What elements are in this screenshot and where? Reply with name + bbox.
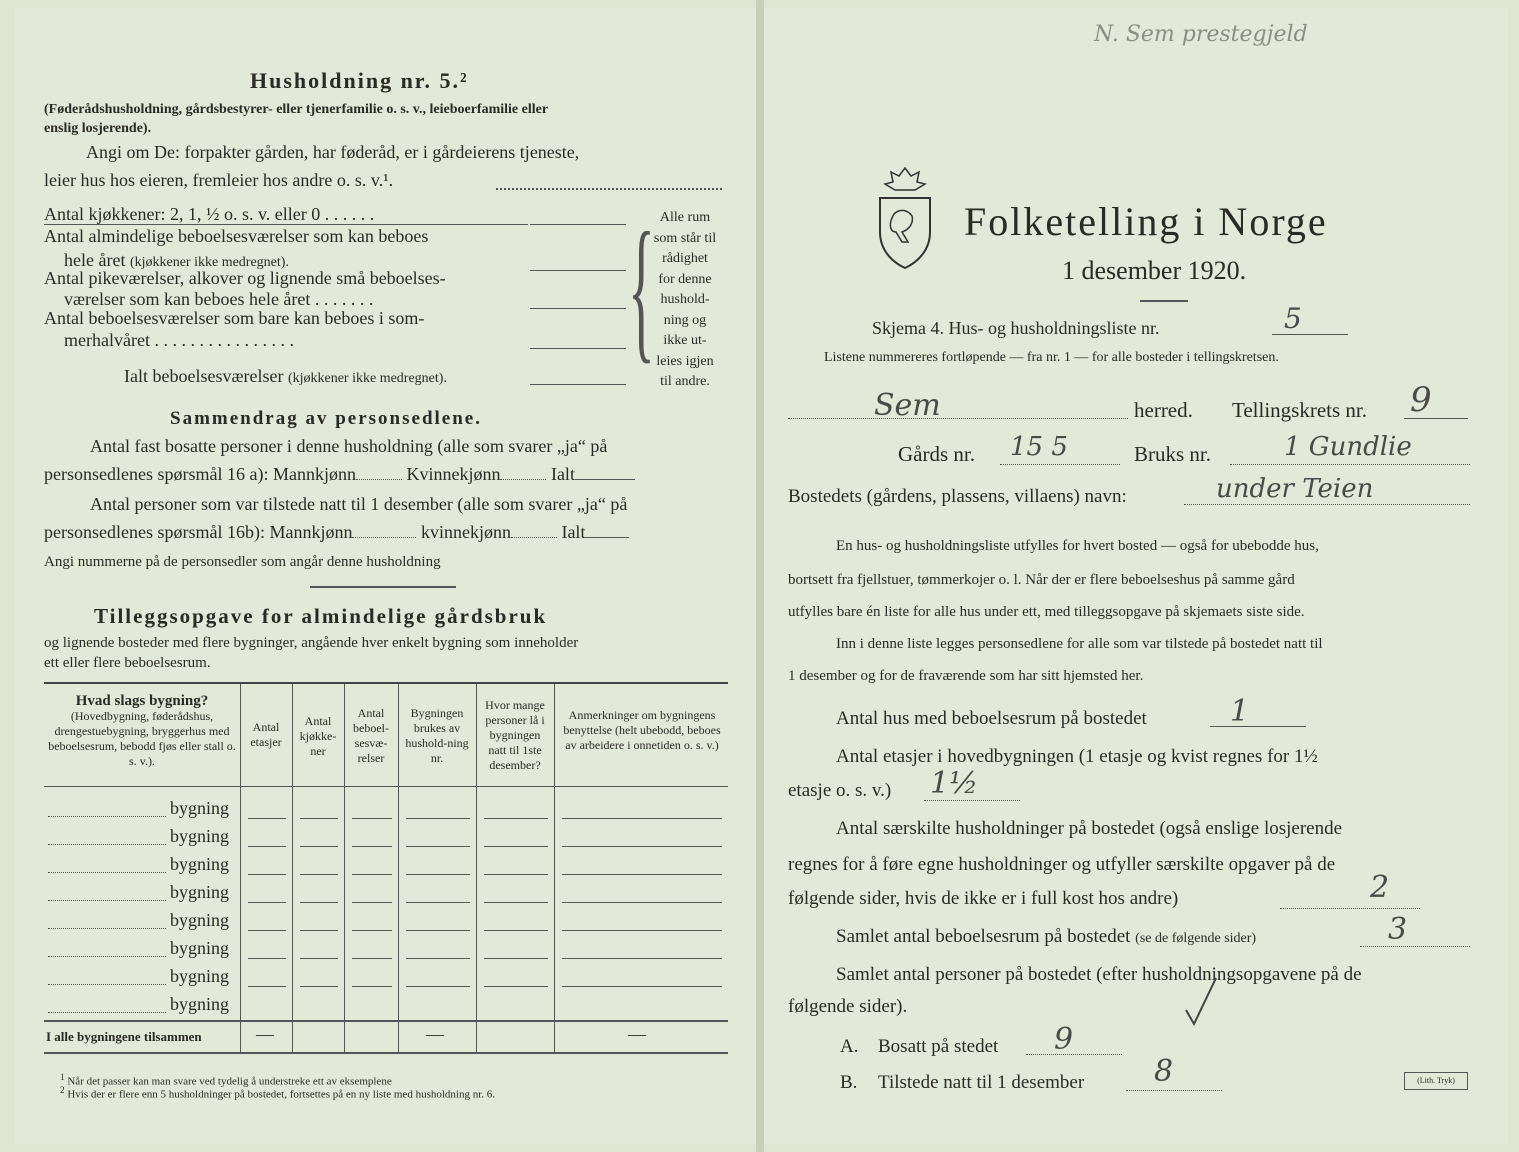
row-cell-line <box>248 846 286 847</box>
ialt-note: (kjøkkener ikke medregnet). <box>287 371 447 386</box>
col-header-beboelsesvaerelser: Antal beboel-sesvæ-relser <box>353 706 389 765</box>
page-fold <box>756 0 764 1152</box>
col-header-brukes-av: Bygningen brukes av hushold-ning nr. <box>405 706 469 765</box>
row-cell-line <box>406 902 470 903</box>
side-note-line: ikke ut- <box>663 333 707 348</box>
total-dash: — <box>256 1024 274 1044</box>
row-fill <box>48 1012 166 1013</box>
husholdn-value: 2 <box>1370 870 1390 905</box>
ialt-label: Ialt beboelsesværelser <box>124 366 284 386</box>
etasjer-line-1: Antal etasjer i hovedbygningen (1 etasje og kvist regnes for 1½ <box>836 746 1318 767</box>
tilst-kvinne-label: kvinnekjønn <box>420 522 511 542</box>
row-cell-line <box>484 818 548 819</box>
alm-line-1: Antal almindelige beboelsesværelser som kan beboes <box>44 226 429 246</box>
husholdn-line-3: følgende sider, hvis de ikke er i full kost hos andre) <box>788 888 1179 909</box>
row-cell-line <box>406 818 470 819</box>
row-cell-line <box>406 930 470 931</box>
row-cell-line <box>562 958 722 959</box>
tillegg-line-2: ett eller flere beboelsesrum. <box>44 655 211 671</box>
corner-handwriting: N. Sem prestegjeld <box>1094 22 1308 47</box>
section-divider <box>310 586 456 588</box>
row-cell-line <box>248 986 286 987</box>
bruks-fill-line <box>1230 464 1470 465</box>
total-row-bottom <box>44 1052 728 1054</box>
tillegg-line-1: og lignende bosteder med flere bygninger, angående hver enkelt bygning som inneholder <box>44 635 579 651</box>
ialt-fill-line <box>530 384 626 385</box>
fast-kvinne-label: Kvinnekjønn <box>406 464 501 484</box>
table-row <box>44 852 728 880</box>
title-divider <box>1140 300 1188 302</box>
table-row <box>44 936 728 964</box>
row-cell-line <box>484 846 548 847</box>
rooms-field-line-3 <box>530 308 626 309</box>
total-dash: — <box>426 1024 444 1044</box>
gards-fill-line <box>1000 464 1120 465</box>
row-fill <box>48 844 166 845</box>
row-cell-line <box>484 902 548 903</box>
side-note-line: Alle rum <box>659 210 711 225</box>
col-header-kjokkener: Antal kjøkke-ner <box>299 714 337 758</box>
row-cell-line <box>248 958 286 959</box>
printer-stamp <box>1404 1072 1468 1090</box>
tilst-line-2 <box>44 522 629 543</box>
fast-ialt-label: Ialt <box>550 464 575 484</box>
side-note <box>640 208 730 393</box>
total-dash: — <box>628 1024 646 1044</box>
table-row <box>44 908 728 936</box>
row-cell-line <box>352 846 392 847</box>
skjema-line: Skjema 4. Hus- og husholdningsliste nr. <box>872 318 1160 338</box>
listene-line: Listene nummereres fortløpende — fra nr. 1 — for alle bosteder i tellingskretsen. <box>824 350 1279 365</box>
footnote-2-text: Hvis der er flere enn 5 husholdninger på bostedet, fortsettes på en ny liste med husholdning nr. 6. <box>67 1088 496 1101</box>
row-cell-line <box>352 986 392 987</box>
row-fill <box>48 900 166 901</box>
row-cell-line <box>484 958 548 959</box>
row-label: bygning <box>170 798 230 818</box>
rooms-field-line-1 <box>530 224 626 225</box>
row-cell-line <box>406 846 470 847</box>
instr-1: En hus- og husholdningsliste utfylles for hvert bosted — også for ubebodde hus, <box>836 538 1319 554</box>
tilst-ialt-label: Ialt <box>561 522 586 542</box>
angi-fill-line <box>496 188 722 190</box>
samlet-pers-line-2: følgende sider). <box>788 996 908 1017</box>
husholdn-line-1: Antal særskilte husholdninger på bostedet (også enslige losjerende <box>836 818 1343 839</box>
instr-5: 1 desember og for de fraværende som har sitt hjemsted her. <box>788 668 1144 684</box>
row-cell-line <box>562 874 722 875</box>
rooms-field-line-2 <box>530 270 626 271</box>
instr-4: Inn i denne liste legges personsedlene for alle som var tilstede på bostedet natt til <box>836 636 1323 652</box>
bosted-fill-line <box>1184 504 1470 505</box>
household-title: Husholdning nr. 5.² <box>250 68 469 93</box>
table-row <box>44 796 728 824</box>
table-row <box>44 964 728 992</box>
bosatt-value: 9 <box>1054 1022 1074 1057</box>
census-date: 1 desember 1920. <box>1062 256 1247 285</box>
bosatt-fill-line <box>1026 1054 1122 1055</box>
col-header-personer: Hvor mange personer lå i bygningen natt til 1ste desember? <box>485 698 545 772</box>
side-note-line: ning og <box>663 312 707 328</box>
fast-mann-label: personsedlenes spørsmål 16 a): Mannkjønn <box>44 464 356 484</box>
row-cell-line <box>248 902 286 903</box>
kjokkener-line <box>44 224 528 225</box>
samlet-pers-line-1: Samlet antal personer på bostedet (efter husholdningsopgavene på de <box>836 964 1362 985</box>
samlet-rum-value: 3 <box>1388 912 1408 947</box>
hus-value: 1 <box>1230 694 1250 729</box>
col-header-anmerkninger: Anmerkninger om bygningens benyttelse (helt ubebodd, beboes av arbeidere i onnetiden o. s. v.) <box>563 708 721 752</box>
row-cell-line <box>248 818 286 819</box>
row-cell-line <box>352 958 392 959</box>
footnote-1-text: Når det passer kan man svare ved tydelig å understreke ett av eksemplene <box>67 1075 392 1088</box>
samlet-rum-label: Samlet antal beboelsesrum på bostedet <box>836 926 1131 947</box>
row-label: bygning <box>170 826 230 846</box>
krets-value: 9 <box>1410 380 1432 420</box>
row-cell-line <box>248 874 286 875</box>
row-cell-line <box>300 930 338 931</box>
hus-fill-line <box>1210 726 1306 727</box>
household-note-2: enslig losjerende). <box>44 121 152 136</box>
side-note-line: leies igjen <box>656 353 714 369</box>
row-cell-line <box>562 930 722 931</box>
col-header-etasjer: Antal etasjer <box>250 720 282 749</box>
row-fill <box>48 984 166 985</box>
building-table <box>44 682 728 1060</box>
herred-value: Sem <box>874 388 941 423</box>
angi-line-2: leier hus hos eieren, fremleier hos andre o. s. v.¹. <box>44 170 394 190</box>
row-cell-line <box>484 874 548 875</box>
checkmark-icon <box>1182 974 1222 1034</box>
tilstede-value: 8 <box>1154 1054 1174 1089</box>
row-cell-line <box>300 818 338 819</box>
row-cell-line <box>352 874 392 875</box>
row-label: bygning <box>170 994 230 1014</box>
row-cell-line <box>562 818 722 819</box>
pike-line-1: Antal pikeværelser, alkover og lignende små beboelses- <box>44 268 446 288</box>
total-row-label: I alle bygningene tilsammen <box>46 1029 202 1044</box>
footnote-2 <box>60 1085 495 1101</box>
row-label: bygning <box>170 854 230 874</box>
pike-line-2: værelser som kan beboes hele året . . . . . . . <box>64 289 374 309</box>
skjema-value: 5 <box>1284 302 1302 335</box>
row-label: bygning <box>170 938 230 958</box>
ialt-line <box>124 366 447 387</box>
bosted-value: under Teien <box>1216 474 1374 504</box>
bosatt-letter: A. <box>840 1036 859 1057</box>
bruks-value: 1 Gundlie <box>1284 432 1412 462</box>
krets-fill-line <box>1404 418 1468 419</box>
row-cell-line <box>562 986 722 987</box>
table-header-bottom <box>44 786 728 787</box>
census-title: Folketelling i Norge <box>964 199 1328 244</box>
row-fill <box>48 872 166 873</box>
etasjer-value: 1½ <box>930 766 979 801</box>
row-cell-line <box>406 986 470 987</box>
instr-2: bortsett fra fjellstuer, tømmerkojer o. l. Når der er flere beboelseshus på samme gård <box>788 572 1295 588</box>
side-note-line: for denne <box>658 271 712 287</box>
row-cell-line <box>300 902 338 903</box>
row-cell-line <box>300 874 338 875</box>
alm-line-2-a: hele året <box>64 250 126 270</box>
tilst-line-1: Antal personer som var tilstede natt til 1 desember (alle som svarer „ja“ på <box>90 494 628 514</box>
curly-brace: { <box>628 199 655 377</box>
alm-line-2-b: (kjøkkener ikke medregnet). <box>129 255 289 270</box>
tillegg-title: Tilleggsopgave for almindelige gårdsbruk <box>94 604 548 628</box>
angi-line-1: Angi om De: forpakter gården, har føderåd, er i gårdeierens tjeneste, <box>86 142 580 162</box>
row-cell-line <box>484 986 548 987</box>
tilstede-fill-line <box>1126 1090 1222 1091</box>
col-header-type <box>44 694 240 769</box>
row-cell-line <box>562 846 722 847</box>
side-note-line: som står til <box>653 230 717 246</box>
row-label: bygning <box>170 910 230 930</box>
kjokkener-label: Antal kjøkkener: 2, 1, ½ o. s. v. eller 0 . . . . . . <box>44 204 375 224</box>
table-row <box>44 824 728 852</box>
row-cell-line <box>484 930 548 931</box>
row-cell-line <box>406 958 470 959</box>
row-label: bygning <box>170 966 230 986</box>
side-note-line: rådighet <box>662 251 708 266</box>
sommer-line-1: Antal beboelsesværelser som bare kan beboes i som- <box>44 308 425 328</box>
gards-value: 15 5 <box>1010 432 1068 462</box>
footnote-2-num: 2 <box>60 1085 65 1095</box>
row-fill <box>48 928 166 929</box>
coat-of-arms-icon <box>872 164 938 274</box>
tilstede-letter: B. <box>840 1072 858 1093</box>
bosted-label: Bostedets (gårdens, plassens, villaens) navn: <box>788 486 1127 507</box>
herred-fill-line <box>788 418 1128 419</box>
herred-label: herred. <box>1134 398 1193 422</box>
fast-line-2 <box>44 464 635 485</box>
col-header-type-body: (Hovedbygning, føderådshus, drengestuebygning, bryggerhus med beboelsesrum, bebodd fjøs eller stall o. s. v.). <box>48 709 236 768</box>
husholdn-line-2: regnes for å føre egne husholdninger og utfyller særskilte opgaver på de <box>788 854 1336 875</box>
row-cell-line <box>248 930 286 931</box>
etasjer-line-2: etasje o. s. v.) <box>788 780 892 801</box>
samlet-rum-fill-line <box>1360 946 1470 947</box>
printer-stamp-text: (Lith. Tryk) <box>1417 1076 1455 1085</box>
right-page <box>764 8 1508 1144</box>
left-page <box>14 8 756 1144</box>
samlet-rum-note: (se de følgende sider) <box>1135 931 1257 946</box>
table-row <box>44 992 728 1020</box>
angi-num-line: Angi nummerne på de personsedler som angår denne husholdning <box>44 554 441 570</box>
row-cell-line <box>352 818 392 819</box>
row-cell-line <box>300 846 338 847</box>
sammendrag-title: Sammendrag av personsedlene. <box>170 408 482 429</box>
row-cell-line <box>300 958 338 959</box>
total-row-top <box>44 1020 728 1022</box>
tilst-mann-label: personsedlenes spørsmål 16b): Mannkjønn <box>44 522 353 542</box>
tilstede-label: Tilstede natt til 1 desember <box>878 1072 1085 1093</box>
fast-line-1: Antal fast bosatte personer i denne husholdning (alle som svarer „ja“ på <box>90 436 608 456</box>
skjema-fill-line <box>1272 334 1348 335</box>
bosatt-label: Bosatt på stedet <box>878 1036 999 1057</box>
rooms-field-line-4 <box>530 348 626 349</box>
row-cell-line <box>352 930 392 931</box>
hus-label: Antal hus med beboelsesrum på bostedet <box>836 708 1147 729</box>
row-label: bygning <box>170 882 230 902</box>
krets-label: Tellingskrets nr. <box>1232 398 1368 422</box>
side-note-line: hushold- <box>660 292 710 307</box>
sommer-line-2: merhalvåret . . . . . . . . . . . . . . . . <box>64 330 294 350</box>
footnote-1-num: 1 <box>60 1072 65 1082</box>
bruks-label: Bruks nr. <box>1134 442 1212 466</box>
samlet-rum-line <box>836 926 1256 948</box>
row-fill <box>48 816 166 817</box>
row-cell-line <box>562 902 722 903</box>
gards-label: Gårds nr. <box>898 442 975 466</box>
household-note-1: (Føderådshusholdning, gårdsbestyrer- eller tjenerfamilie o. s. v., leieboerfamilie eller <box>44 102 549 117</box>
row-cell-line <box>352 902 392 903</box>
table-row <box>44 880 728 908</box>
instr-3: utfylles bare én liste for alle hus under ett, med tilleggsopgave på skjemaets siste side. <box>788 604 1305 620</box>
etasjer-fill-line <box>924 800 1020 801</box>
husholdn-fill-line <box>1280 908 1420 909</box>
row-cell-line <box>406 874 470 875</box>
row-cell-line <box>300 986 338 987</box>
col-header-type-title: Hvad slags bygning? <box>75 693 209 709</box>
row-fill <box>48 956 166 957</box>
side-note-line: til andre. <box>660 374 710 389</box>
